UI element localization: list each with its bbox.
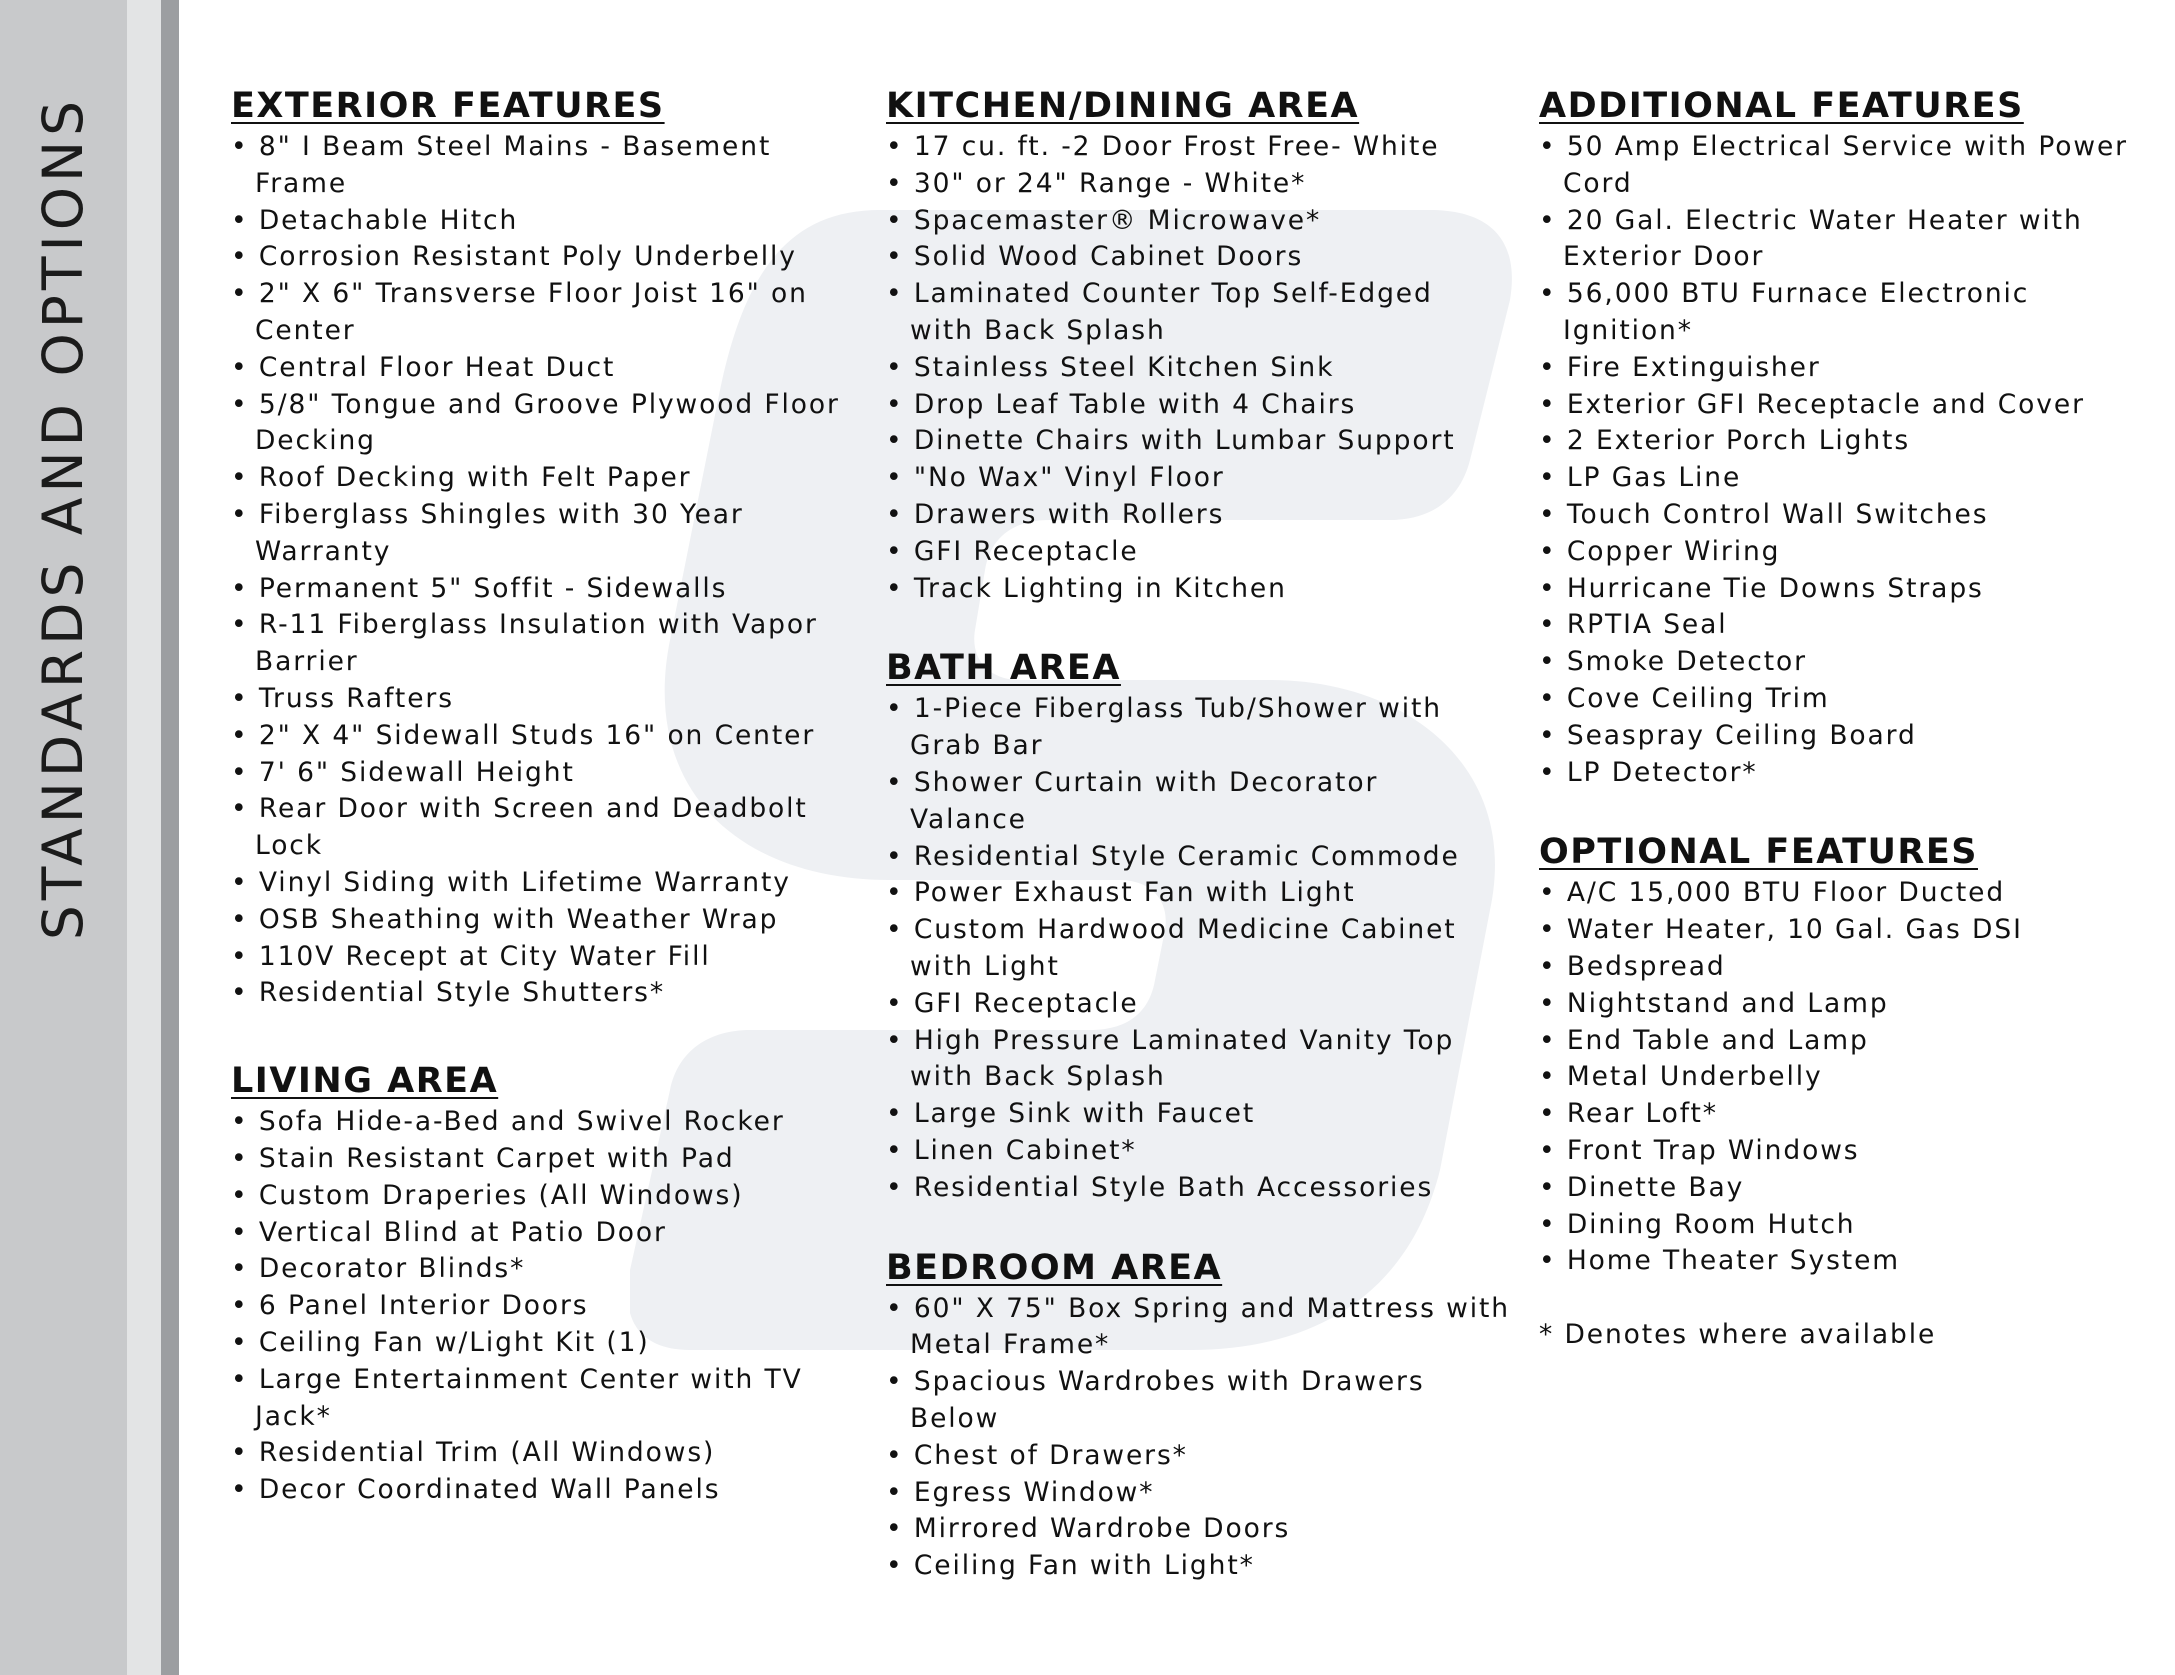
list-item: • 6 Panel Interior Doors [231, 1290, 589, 1322]
list-item: • Bedspread [1539, 950, 1726, 982]
list-item: • LP Gas Line [1539, 462, 1742, 494]
list-item: • 2" X 6" Transverse Floor Joist 16" on Center [231, 278, 808, 346]
feature-list [886, 691, 1526, 1206]
list-item: • Roof Decking with Felt Paper [231, 462, 692, 494]
list-item: • Metal Underbelly [1539, 1061, 1823, 1093]
list-item: • Water Heater, 10 Gal. Gas DSI [1539, 914, 2023, 946]
list-item: • RPTIA Seal [1539, 609, 1728, 641]
list-item: • Corrosion Resistant Poly Underbelly [231, 241, 797, 273]
list-item: • Solid Wood Cabinet Doors [886, 241, 1304, 273]
list-item: • Residential Style Shutters* [231, 977, 665, 1009]
section-title: BEDROOM AREA [886, 1247, 1223, 1288]
list-item: • Spacious Wardrobes with Drawers Below [886, 1366, 1425, 1434]
column-1 [231, 83, 861, 1509]
list-item: • R-11 Fiberglass Insulation with Vapor Barrier [231, 609, 818, 678]
list-item: • Dinette Bay [1539, 1171, 1745, 1203]
additional-features-section [1539, 83, 2169, 791]
list-item: • 56,000 BTU Furnace Electronic Ignition* [1539, 278, 2030, 346]
section-title: OPTIONAL FEATURES [1539, 832, 1978, 873]
list-item: • Stain Resistant Carpet with Pad [231, 1142, 735, 1174]
list-item: • Touch Control Wall Switches [1539, 498, 1989, 530]
list-item: • Permanent 5" Soffit - Sidewalls [231, 572, 728, 604]
list-item: • Laminated Counter Top Self-Edged with Back Splash [886, 278, 1433, 346]
list-item: • GFI Receptacle [886, 987, 1139, 1019]
sidebar-edge-light [127, 0, 161, 1675]
list-item: • 1-Piece Fiberglass Tub/Shower with Grab Bar [886, 693, 1442, 762]
optional-features-section [1539, 829, 2169, 1280]
list-item: • Central Floor Heat Duct [231, 351, 616, 383]
list-item: • Residential Style Bath Accessories [886, 1171, 1434, 1203]
list-item: • "No Wax" Vinyl Floor [886, 462, 1225, 494]
list-item: • Hurricane Tie Downs Straps [1539, 572, 1984, 604]
list-item: • Shower Curtain with Decorator Valance [886, 766, 1379, 835]
list-item: • Rear Loft* [1539, 1098, 1718, 1130]
list-item: • Linen Cabinet* [886, 1134, 1137, 1166]
list-item: • High Pressure Laminated Vanity Top with Back Splash [886, 1024, 1455, 1093]
list-item: • Large Sink with Faucet [886, 1098, 1256, 1130]
list-item: • Fire Extinguisher [1539, 351, 1821, 383]
section-title: KITCHEN/DINING AREA [886, 86, 1360, 126]
list-item: • Truss Rafters [231, 682, 454, 714]
section-title: ADDITIONAL FEATURES [1539, 86, 2024, 126]
list-item: • Dining Room Hutch [1539, 1208, 1856, 1240]
list-item: • Vertical Blind at Patio Door [231, 1216, 667, 1248]
list-item: • Drawers with Rollers [886, 498, 1225, 530]
section-title: LIVING AREA [231, 1061, 499, 1102]
list-item: • Power Exhaust Fan with Light [886, 877, 1356, 909]
list-item: • Custom Draperies (All Windows) [231, 1179, 744, 1211]
list-item: • Track Lighting in Kitchen [886, 572, 1287, 604]
list-item: • 8" I Beam Steel Mains - Basement Frame [231, 131, 772, 199]
list-item: • Residential Style Ceramic Commode [886, 840, 1460, 872]
list-item: • Drop Leaf Table with 4 Chairs [886, 388, 1357, 420]
list-item: • Sofa Hide-a-Bed and Swivel Rocker [231, 1106, 785, 1138]
list-item: • Copper Wiring [1539, 535, 1781, 567]
list-item: • 50 Amp Electrical Service with Power Cord [1539, 131, 2128, 199]
list-item: • Seaspray Ceiling Board [1539, 719, 1917, 751]
list-item: • Chest of Drawers* [886, 1439, 1188, 1471]
kitchen-dining-section [886, 83, 1526, 607]
list-item: • 17 cu. ft. -2 Door Frost Free- White [886, 131, 1440, 162]
list-item: • 30" or 24" Range - White* [886, 167, 1307, 199]
list-item: • Spacemaster® Microwave* [886, 204, 1322, 236]
list-item: • Large Entertainment Center with TV Jack* [231, 1363, 803, 1432]
feature-list [1539, 875, 2169, 1280]
feature-list [231, 1104, 861, 1509]
feature-list [886, 129, 1526, 607]
list-item: • Mirrored Wardrobe Doors [886, 1513, 1291, 1545]
list-item: • A/C 15,000 BTU Floor Ducted [1539, 877, 2006, 909]
sidebar-title: STANDARDS AND OPTIONS [31, 95, 95, 941]
column-3 [1539, 83, 2169, 1354]
list-item: • 2" X 4" Sidewall Studs 16" on Center [231, 719, 816, 751]
list-item: • Egress Window* [886, 1476, 1155, 1508]
exterior-features-section [231, 83, 861, 1012]
feature-list [886, 1291, 1526, 1585]
list-item: • 7' 6" Sidewall Height [231, 756, 575, 788]
list-item: • 110V Recept at City Water Fill [231, 940, 711, 972]
feature-list [1539, 129, 2169, 791]
list-item: • Decor Coordinated Wall Panels [231, 1474, 721, 1506]
list-item: • Fiberglass Shingles with 30 Year Warranty [231, 498, 744, 567]
bath-area-section [886, 645, 1526, 1206]
list-item: • Custom Hardwood Medicine Cabinet with Light [886, 914, 1457, 982]
column-2 [886, 83, 1526, 1585]
list-item: • Front Trap Windows [1539, 1134, 1860, 1166]
bedroom-area-section [886, 1245, 1526, 1585]
list-item: • 5/8" Tongue and Groove Plywood Floor Decking [231, 388, 840, 457]
list-item: • Stainless Steel Kitchen Sink [886, 351, 1335, 383]
list-item: • End Table and Lamp [1539, 1024, 1869, 1056]
sidebar-edge-dark [161, 0, 179, 1675]
feature-list [231, 129, 861, 1012]
list-item: • LP Detector* [1539, 756, 1758, 788]
list-item: • GFI Receptacle [886, 535, 1139, 567]
list-item: • Ceiling Fan with Light* [886, 1550, 1255, 1582]
living-area-section [231, 1058, 861, 1509]
footnote: * Denotes where available [1539, 1318, 1937, 1350]
list-item: • 20 Gal. Electric Water Heater with Exterior Door [1539, 204, 2083, 273]
list-item: • Decorator Blinds* [231, 1253, 526, 1285]
list-item: • Cove Ceiling Trim [1539, 682, 1830, 714]
list-item: • 60" X 75" Box Spring and Mattress with Metal Frame* [886, 1292, 1510, 1361]
list-item: • Rear Door with Screen and Deadbolt Lock [231, 793, 808, 862]
list-item: • OSB Sheathing with Weather Wrap [231, 903, 779, 935]
list-item: • Smoke Detector [1539, 646, 1807, 678]
list-item: • Residential Trim (All Windows) [231, 1437, 716, 1469]
list-item: • Home Theater System [1539, 1245, 1900, 1277]
list-item: • Detachable Hitch [231, 204, 519, 236]
list-item: • Exterior GFI Receptacle and Cover [1539, 388, 2085, 420]
list-item: • Dinette Chairs with Lumbar Support [886, 425, 1456, 457]
list-item: • Vinyl Siding with Lifetime Warranty [231, 866, 791, 898]
section-title: BATH AREA [886, 648, 1121, 689]
list-item: • Nightstand and Lamp [1539, 987, 1889, 1019]
list-item: • 2 Exterior Porch Lights [1539, 425, 1911, 457]
section-title: EXTERIOR FEATURES [231, 86, 665, 126]
list-item: • Ceiling Fan w/Light Kit (1) [231, 1326, 650, 1358]
